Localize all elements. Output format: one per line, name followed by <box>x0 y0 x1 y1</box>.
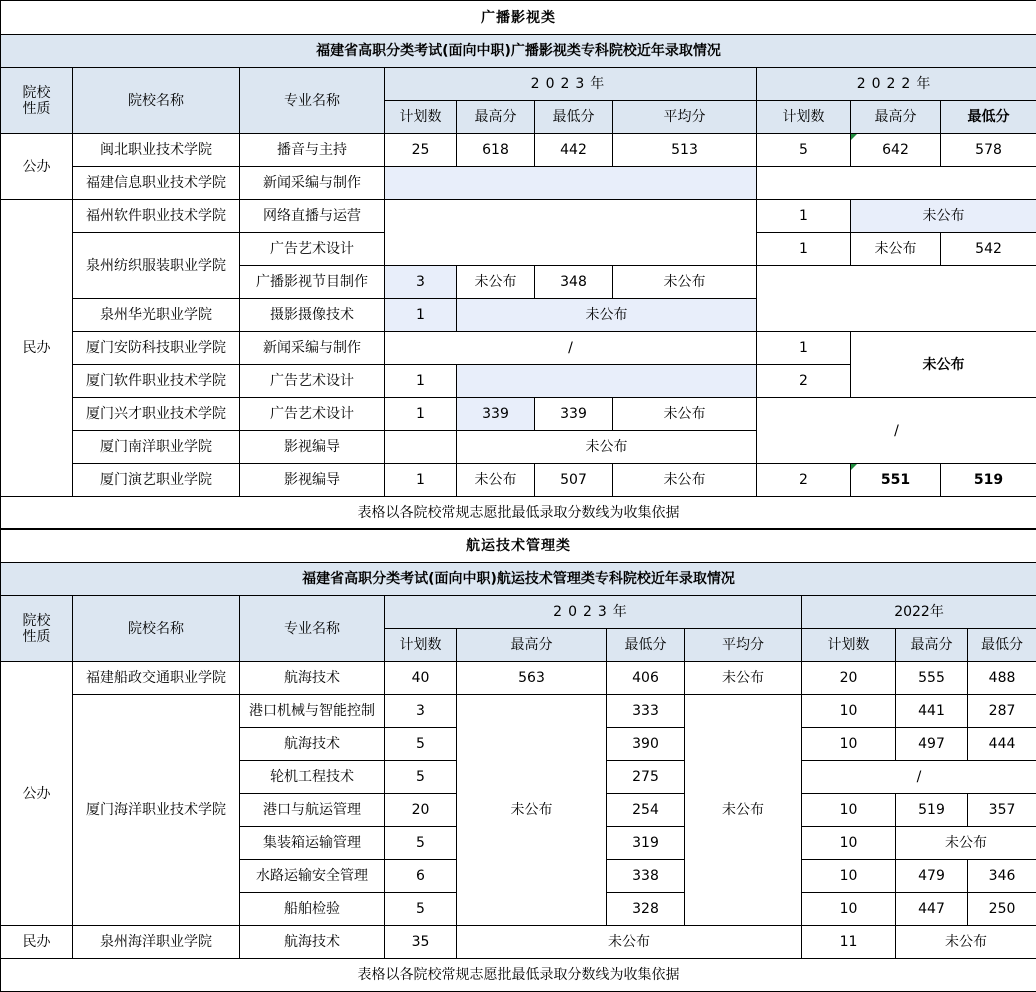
score-2022: 未公布 <box>851 332 1036 398</box>
header-nature: 院校 性质 <box>1 68 73 134</box>
major-name: 影视编导 <box>240 431 385 464</box>
scores-2023: 未公布 <box>457 299 757 332</box>
empty-2022 <box>757 167 1036 200</box>
nature-public: 公办 <box>1 134 73 200</box>
header-year-2023: 2023年 <box>385 596 802 629</box>
empty-2023 <box>457 365 757 398</box>
min-2022: 287 <box>968 695 1036 728</box>
header-school: 院校名称 <box>73 68 240 134</box>
major-name: 轮机工程技术 <box>240 761 385 794</box>
slash-2022: / <box>757 398 1036 464</box>
major-name: 新闻采编与制作 <box>240 332 385 365</box>
max-2022: 497 <box>896 728 968 761</box>
major-name: 广告艺术设计 <box>240 233 385 266</box>
max-2022: 551 <box>851 464 941 497</box>
major-name: 集装箱运输管理 <box>240 827 385 860</box>
min-2023: 338 <box>607 860 685 893</box>
min-2023: 328 <box>607 893 685 926</box>
school-name: 厦门海洋职业技术学院 <box>73 695 240 926</box>
nature-private: 民办 <box>1 200 73 497</box>
table-row <box>1 695 1036 728</box>
table-note: 表格以各院校常规志愿批最低录取分数线为收集依据 <box>1 959 1036 992</box>
min-2022: 519 <box>941 464 1036 497</box>
header-min-2022: 最低分 <box>968 629 1036 662</box>
major-name: 摄影摄像技术 <box>240 299 385 332</box>
header-major: 专业名称 <box>240 596 385 662</box>
empty-2022 <box>757 266 1036 332</box>
plan-2023: 5 <box>385 728 457 761</box>
plan-2022: 10 <box>802 860 896 893</box>
major-name: 广告艺术设计 <box>240 365 385 398</box>
table-row <box>1 398 1036 431</box>
min-2022: 488 <box>968 662 1036 695</box>
min-2023: 339 <box>535 398 613 431</box>
plan-2022: 2 <box>757 464 851 497</box>
plan-2023: 40 <box>385 662 457 695</box>
avg-2023: 513 <box>613 134 757 167</box>
header-min-2023: 最低分 <box>607 629 685 662</box>
plan-2023: 1 <box>385 365 457 398</box>
school-name: 福建信息职业技术学院 <box>73 167 240 200</box>
header-min-2022: 最低分 <box>941 101 1036 134</box>
major-name: 港口与航运管理 <box>240 794 385 827</box>
school-name: 泉州海洋职业学院 <box>73 926 240 959</box>
max-2023: 未公布 <box>457 266 535 299</box>
score-2022: 未公布 <box>851 200 1036 233</box>
min-2023: 254 <box>607 794 685 827</box>
plan-2022: 10 <box>802 827 896 860</box>
header-school: 院校名称 <box>73 596 240 662</box>
header-plan-2023: 计划数 <box>385 629 457 662</box>
plan-2023: 1 <box>385 464 457 497</box>
plan-2023: 35 <box>385 926 457 959</box>
plan-2022: 1 <box>757 332 851 365</box>
school-name: 厦门兴才职业技术学院 <box>73 398 240 431</box>
min-2023: 333 <box>607 695 685 728</box>
nature-public: 公办 <box>1 662 73 926</box>
slash-2022: / <box>802 761 1036 794</box>
plan-2022: 10 <box>802 794 896 827</box>
empty-2023 <box>385 200 757 266</box>
major-name: 航海技术 <box>240 926 385 959</box>
max-2022: 447 <box>896 893 968 926</box>
school-name: 厦门南洋职业学院 <box>73 431 240 464</box>
plan-2023: 5 <box>385 893 457 926</box>
min-2023: 390 <box>607 728 685 761</box>
max-2023: 563 <box>457 662 607 695</box>
max-2022: 479 <box>896 860 968 893</box>
shipping-admission-table <box>0 528 1036 992</box>
table-subtitle: 福建省高职分类考试(面向中职)广播影视类专科院校近年录取情况 <box>1 35 1036 68</box>
header-nature: 院校 性质 <box>1 596 73 662</box>
header-max-2022: 最高分 <box>851 101 941 134</box>
major-name: 新闻采编与制作 <box>240 167 385 200</box>
table-row <box>1 200 1036 233</box>
min-2022: 444 <box>968 728 1036 761</box>
avg-2023: 未公布 <box>685 662 802 695</box>
plan-2022: 10 <box>802 695 896 728</box>
header-year-2022: 2022年 <box>757 68 1036 101</box>
school-name: 泉州华光职业学院 <box>73 299 240 332</box>
major-name: 港口机械与智能控制 <box>240 695 385 728</box>
header-avg-2023: 平均分 <box>613 101 757 134</box>
school-name: 厦门软件职业技术学院 <box>73 365 240 398</box>
max-2022: 未公布 <box>851 233 941 266</box>
table-row <box>1 464 1036 497</box>
header-plan-2022: 计划数 <box>757 101 851 134</box>
plan-2022: 5 <box>757 134 851 167</box>
avg-2023: 未公布 <box>613 464 757 497</box>
school-name: 闽北职业技术学院 <box>73 134 240 167</box>
plan-2023 <box>385 431 457 464</box>
school-name: 泉州纺织服装职业学院 <box>73 233 240 299</box>
scores-2023: 未公布 <box>457 431 757 464</box>
max-2022: 555 <box>896 662 968 695</box>
table-subtitle: 福建省高职分类考试(面向中职)航运技术管理类专科院校近年录取情况 <box>1 563 1036 596</box>
min-2022: 346 <box>968 860 1036 893</box>
table-row <box>1 332 1036 365</box>
avg-2023: 未公布 <box>685 695 802 926</box>
nature-private: 民办 <box>1 926 73 959</box>
plan-2022: 1 <box>757 233 851 266</box>
school-name: 福州软件职业技术学院 <box>73 200 240 233</box>
plan-2023: 3 <box>385 266 457 299</box>
max-2022: 441 <box>896 695 968 728</box>
max-2022: 642 <box>851 134 941 167</box>
table-row <box>1 662 1036 695</box>
min-2022: 357 <box>968 794 1036 827</box>
header-min-2023: 最低分 <box>535 101 613 134</box>
scores-2023: 未公布 <box>457 926 802 959</box>
max-2023: 未公布 <box>457 464 535 497</box>
plan-2023: 5 <box>385 761 457 794</box>
plan-2023: 1 <box>385 398 457 431</box>
header-max-2022: 最高分 <box>896 629 968 662</box>
section-title: 广播影视类 <box>1 1 1036 35</box>
header-plan-2023: 计划数 <box>385 101 457 134</box>
plan-2023: 3 <box>385 695 457 728</box>
min-2023: 406 <box>607 662 685 695</box>
header-max-2023: 最高分 <box>457 629 607 662</box>
max-2022: 519 <box>896 794 968 827</box>
major-name: 船舶检验 <box>240 893 385 926</box>
min-2023: 319 <box>607 827 685 860</box>
major-name: 网络直播与运营 <box>240 200 385 233</box>
major-name: 航海技术 <box>240 662 385 695</box>
plan-2022: 11 <box>802 926 896 959</box>
section-title: 航运技术管理类 <box>1 529 1036 563</box>
plan-2023: 20 <box>385 794 457 827</box>
major-name: 广播影视节目制作 <box>240 266 385 299</box>
min-2023: 348 <box>535 266 613 299</box>
slash-2023: / <box>385 332 757 365</box>
table-row <box>1 926 1036 959</box>
major-name: 播音与主持 <box>240 134 385 167</box>
score-2022: 未公布 <box>896 827 1036 860</box>
max-2023: 未公布 <box>457 695 607 926</box>
major-name: 航海技术 <box>240 728 385 761</box>
max-2023: 618 <box>457 134 535 167</box>
plan-2022: 10 <box>802 728 896 761</box>
header-max-2023: 最高分 <box>457 101 535 134</box>
table-note: 表格以各院校常规志愿批最低录取分数线为收集依据 <box>1 497 1036 530</box>
school-name: 厦门安防科技职业学院 <box>73 332 240 365</box>
plan-2022: 20 <box>802 662 896 695</box>
table-row <box>1 134 1036 167</box>
avg-2023: 未公布 <box>613 398 757 431</box>
max-2023: 339 <box>457 398 535 431</box>
school-name: 厦门演艺职业学院 <box>73 464 240 497</box>
table-row <box>1 167 1036 200</box>
plan-2023: 6 <box>385 860 457 893</box>
min-2022: 542 <box>941 233 1036 266</box>
header-major: 专业名称 <box>240 68 385 134</box>
plan-2022: 1 <box>757 200 851 233</box>
plan-2023: 5 <box>385 827 457 860</box>
min-2023: 275 <box>607 761 685 794</box>
major-name: 广告艺术设计 <box>240 398 385 431</box>
header-year-2023: 2023年 <box>385 68 757 101</box>
header-avg-2023: 平均分 <box>685 629 802 662</box>
header-plan-2022: 计划数 <box>802 629 896 662</box>
score-2022: 未公布 <box>896 926 1036 959</box>
min-2022: 250 <box>968 893 1036 926</box>
avg-2023: 未公布 <box>613 266 757 299</box>
plan-2023: 1 <box>385 299 457 332</box>
plan-2023: 25 <box>385 134 457 167</box>
empty-2023 <box>385 167 757 200</box>
min-2023: 442 <box>535 134 613 167</box>
plan-2022: 2 <box>757 365 851 398</box>
major-name: 水路运输安全管理 <box>240 860 385 893</box>
major-name: 影视编导 <box>240 464 385 497</box>
plan-2022: 10 <box>802 893 896 926</box>
header-year-2022: 2022年 <box>802 596 1036 629</box>
school-name: 福建船政交通职业学院 <box>73 662 240 695</box>
min-2022: 578 <box>941 134 1036 167</box>
min-2023: 507 <box>535 464 613 497</box>
